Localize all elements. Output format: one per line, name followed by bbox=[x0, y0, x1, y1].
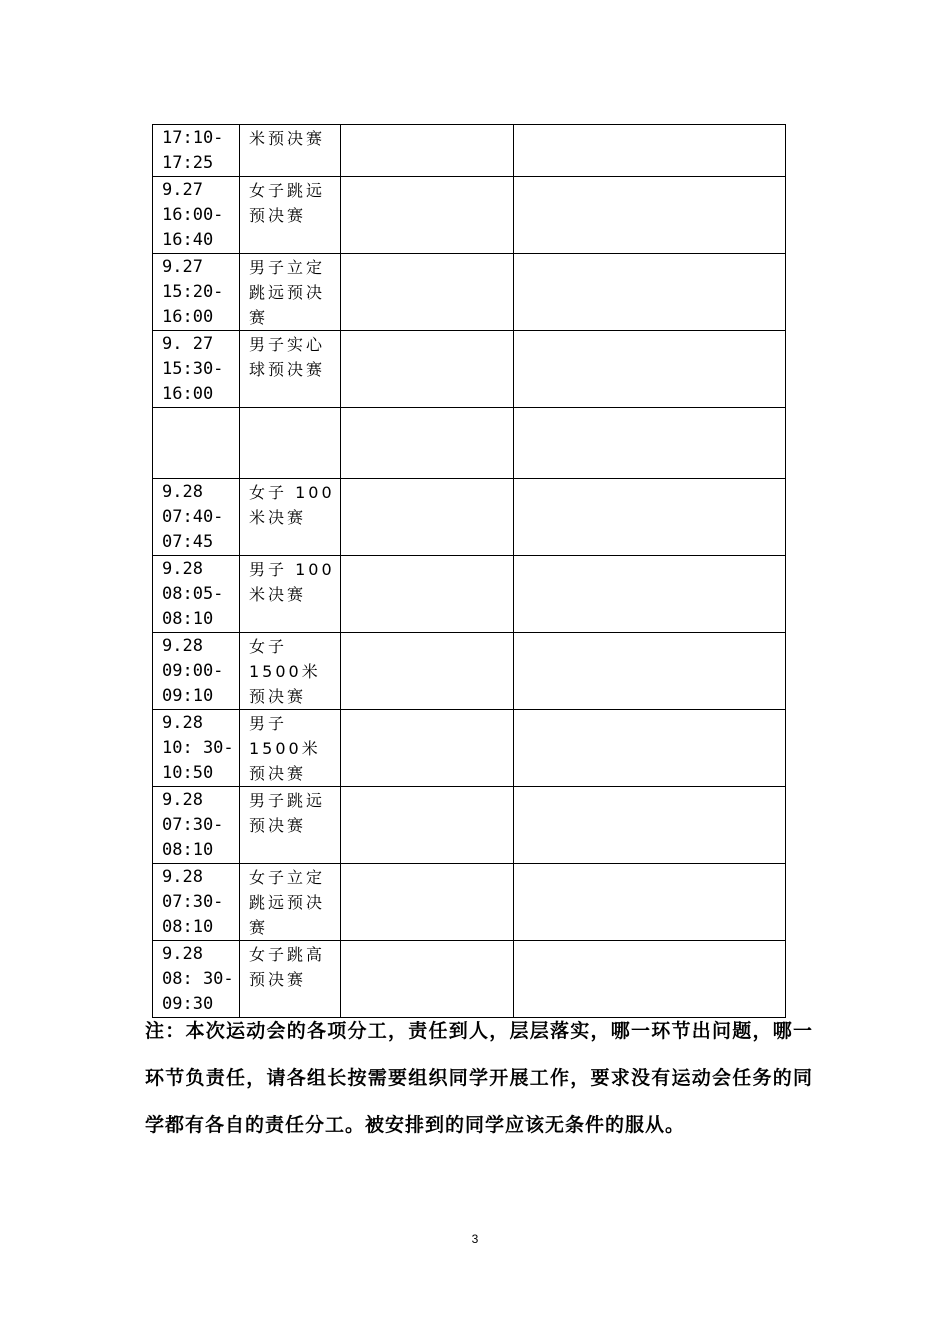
note-paragraph: 注：本次运动会的各项分工，责任到人，层层落实，哪一环节出问题，哪一环节负责任，请各组长按需要组织同学开展工作，要求没有运动会任务的同学都有各自的责任分工。被安排到的同学应该无条件的服从。 bbox=[145, 1020, 813, 1136]
blank-cell bbox=[514, 941, 786, 1018]
blank-cell bbox=[341, 125, 514, 177]
blank-cell bbox=[514, 177, 786, 254]
time-cell bbox=[153, 710, 240, 787]
event-cell bbox=[240, 710, 341, 787]
event-text: 女子 100 米决赛 bbox=[249, 483, 335, 527]
blank-cell bbox=[514, 125, 786, 177]
time-text: 9.28 07:30- 08:10 bbox=[162, 790, 224, 860]
time-cell bbox=[153, 941, 240, 1018]
blank-cell bbox=[514, 408, 786, 479]
event-text: 女子立定跳远预决赛 bbox=[249, 868, 326, 937]
table-row bbox=[153, 254, 786, 331]
table-row bbox=[153, 479, 786, 556]
table-row bbox=[153, 710, 786, 787]
blank-cell bbox=[514, 864, 786, 941]
time-cell bbox=[153, 125, 240, 177]
time-text bbox=[153, 408, 239, 409]
event-text: 女子跳高预决赛 bbox=[249, 945, 326, 989]
time-text: 9.27 15:20- 16:00 bbox=[162, 257, 224, 327]
table-row bbox=[153, 408, 786, 479]
blank-cell bbox=[514, 254, 786, 331]
blank-cell bbox=[514, 633, 786, 710]
time-cell bbox=[153, 254, 240, 331]
blank-cell bbox=[341, 479, 514, 556]
page-number: 3 bbox=[471, 1232, 479, 1246]
blank-cell bbox=[341, 408, 514, 479]
event-cell bbox=[240, 125, 341, 177]
blank-cell bbox=[514, 710, 786, 787]
blank-cell bbox=[341, 787, 514, 864]
event-cell bbox=[240, 864, 341, 941]
event-cell bbox=[240, 633, 341, 710]
time-text: 9. 27 15:30- 16:00 bbox=[162, 334, 224, 404]
event-cell bbox=[240, 941, 341, 1018]
time-cell bbox=[153, 633, 240, 710]
blank-cell bbox=[514, 787, 786, 864]
blank-cell bbox=[514, 331, 786, 408]
event-text: 女子1500米预决赛 bbox=[249, 637, 321, 706]
event-text: 男子实心球预决赛 bbox=[249, 335, 326, 379]
event-cell bbox=[240, 331, 341, 408]
blank-cell bbox=[514, 479, 786, 556]
time-cell bbox=[153, 787, 240, 864]
event-text: 男子 100 米决赛 bbox=[249, 560, 335, 604]
schedule-table bbox=[152, 124, 786, 1018]
time-text: 9.28 09:00- 09:10 bbox=[162, 636, 224, 706]
event-cell bbox=[240, 177, 341, 254]
blank-cell bbox=[341, 556, 514, 633]
time-cell bbox=[153, 408, 240, 479]
event-text: 男子1500米预决赛 bbox=[249, 714, 321, 783]
table-row bbox=[153, 556, 786, 633]
event-cell bbox=[240, 408, 341, 479]
blank-cell bbox=[514, 556, 786, 633]
time-cell bbox=[153, 331, 240, 408]
time-text: 9.28 10: 30- 10:50 bbox=[162, 713, 234, 783]
time-text: 9.28 08:05- 08:10 bbox=[162, 559, 224, 629]
event-cell bbox=[240, 254, 341, 331]
blank-cell bbox=[341, 633, 514, 710]
time-cell bbox=[153, 556, 240, 633]
blank-cell bbox=[341, 710, 514, 787]
blank-cell bbox=[341, 177, 514, 254]
time-cell bbox=[153, 479, 240, 556]
event-text bbox=[240, 408, 340, 409]
table-row bbox=[153, 177, 786, 254]
blank-cell bbox=[341, 941, 514, 1018]
event-text: 男子立定跳远预决赛 bbox=[249, 258, 326, 327]
time-cell bbox=[153, 177, 240, 254]
time-text: 17:10- 17:25 bbox=[162, 128, 224, 173]
time-cell bbox=[153, 864, 240, 941]
blank-cell bbox=[341, 864, 514, 941]
event-cell bbox=[240, 787, 341, 864]
time-text: 9.28 08: 30- 09:30 bbox=[162, 944, 234, 1014]
table-row bbox=[153, 633, 786, 710]
time-text: 9.28 07:40- 07:45 bbox=[162, 482, 224, 552]
table-row bbox=[153, 331, 786, 408]
time-text: 9.28 07:30- 08:10 bbox=[162, 867, 224, 937]
blank-cell bbox=[341, 254, 514, 331]
blank-cell bbox=[341, 331, 514, 408]
table-row bbox=[153, 787, 786, 864]
event-cell bbox=[240, 556, 341, 633]
event-text: 男子跳远预决赛 bbox=[249, 791, 326, 835]
event-cell bbox=[240, 479, 341, 556]
time-text: 9.27 16:00- 16:40 bbox=[162, 180, 224, 250]
table-row bbox=[153, 125, 786, 177]
table-row bbox=[153, 941, 786, 1018]
table-row bbox=[153, 864, 786, 941]
event-text: 米预决赛 bbox=[249, 129, 326, 148]
event-text: 女子跳远预决赛 bbox=[249, 181, 326, 225]
